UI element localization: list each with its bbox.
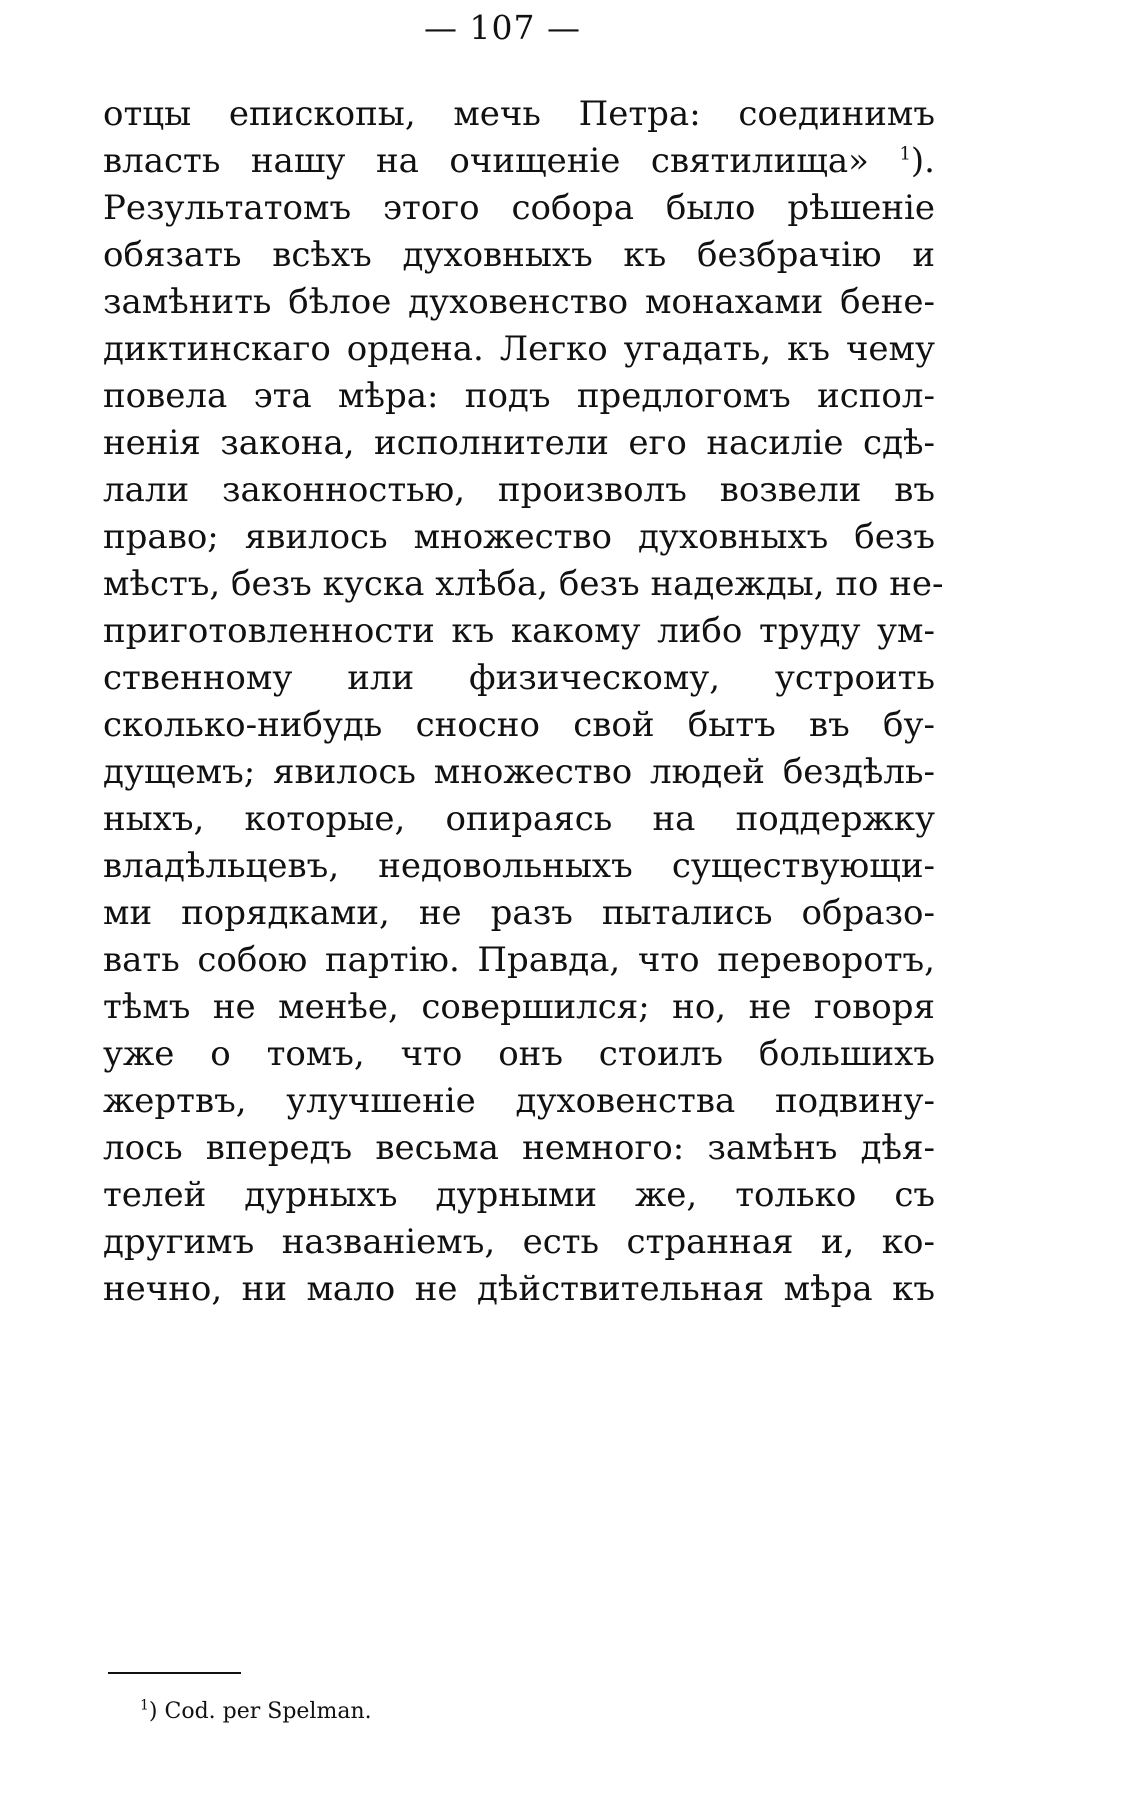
text-line: сколько-нибудь сносно свой бытъ въ бу-: [103, 705, 935, 745]
page-number: — 107 —: [424, 8, 581, 47]
footnote-reference: 1: [899, 143, 911, 165]
text-line: жертвъ, улучшеніе духовенства подвину-: [103, 1081, 935, 1121]
text-line: замѣнить бѣлое духовенство монахами бене-: [103, 282, 935, 322]
text-line: приготовленности къ какому либо труду ум-: [103, 611, 935, 651]
text-line: мѣстъ, безъ куска хлѣба, безъ надежды, по не-: [103, 564, 944, 604]
text-line: другимъ названіемъ, есть странная и, ко-: [103, 1222, 935, 1262]
text-line: ми порядками, не разъ пытались образо-: [103, 893, 935, 933]
text-line-tail: ).: [910, 141, 935, 181]
footnote: [140, 1697, 372, 1727]
text-line-body: власть нашу на очищеніе святилища»: [103, 141, 869, 181]
text-line: повела эта мѣра: подъ предлогомъ испол-: [103, 376, 935, 416]
text-line: диктинскаго ордена. Легко угадать, къ чему: [103, 329, 935, 369]
text-line: Результатомъ этого собора было рѣшеніе: [103, 188, 935, 228]
text-line: право; явилось множество духовныхъ безъ: [103, 517, 935, 557]
text-line: нечно, ни мало не дѣйствительная мѣра къ: [103, 1269, 935, 1309]
text-line: отцы епископы, мечь Петра: соединимъ: [103, 94, 935, 134]
footnote-text: ) Cod. per Spelman.: [148, 1699, 372, 1724]
text-line: лали законностью, произволъ возвели въ: [103, 470, 935, 510]
text-line: ственному или физическому, устроить: [103, 658, 935, 698]
body-text: [103, 91, 944, 1313]
text-line: обязать всѣхъ духовныхъ къ безбрачію и: [103, 235, 935, 275]
text-line-with-note: [103, 138, 935, 185]
text-line: ненія закона, исполнители его насиліе сдѣ-: [103, 423, 935, 463]
text-line: телей дурныхъ дурными же, только съ: [103, 1175, 935, 1215]
text-line: уже о томъ, что онъ стоилъ большихъ: [103, 1034, 935, 1074]
text-line: дущемъ; явилось множество людей бездѣль-: [103, 752, 935, 792]
text-line: тѣмъ не менѣе, совершился; но, не говоря: [103, 987, 935, 1027]
footnote-divider: [108, 1672, 241, 1674]
text-line: лось впередъ весьма немного: замѣнъ дѣя-: [103, 1128, 935, 1168]
text-line: вать собою партію. Правда, что переворотъ,: [103, 940, 935, 980]
text-line: ныхъ, которые, опираясь на поддержку: [103, 799, 935, 839]
text-line: владѣльцевъ, недовольныхъ существующи-: [103, 846, 935, 886]
footnote-marker: 1: [140, 1697, 149, 1714]
